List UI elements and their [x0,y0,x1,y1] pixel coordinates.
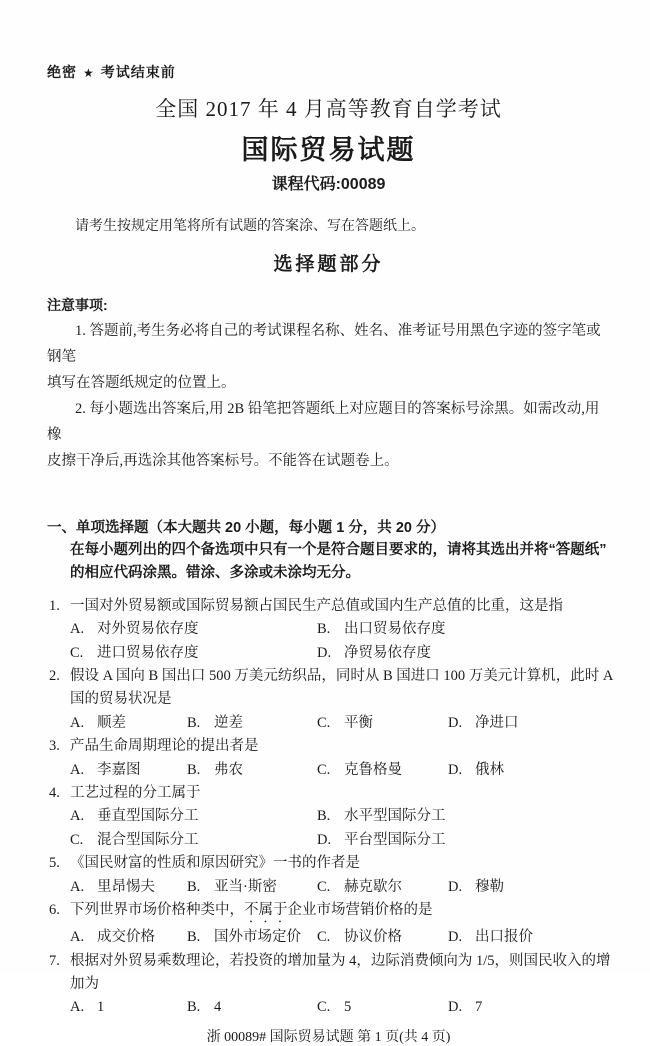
question-7-option-b [187,996,317,1019]
question-6-stem-pre: 下列世界市场价格种类中， [70,902,244,919]
question-4-options-row-2 [70,829,610,852]
option-label: B. [317,621,331,638]
option-label: B. [187,878,201,895]
question-1-option-b [317,618,610,641]
option-label: D. [317,831,332,848]
option-label: B. [317,808,331,825]
option-label: A. [70,878,85,895]
option-text: 里昂惕夫 [97,878,155,895]
course-code: 课程代码:00089 [271,176,386,193]
question-5-number: 5. [49,855,60,872]
option-text: 水平型国际分工 [344,808,446,825]
option-text: 对外贸易依存度 [97,621,199,638]
question-5-options [70,876,610,899]
question-4-options-row-1 [70,805,610,828]
notes-block [47,318,610,474]
option-text: 进口贸易依存度 [97,644,199,661]
option-text: 顺差 [97,714,126,731]
option-text: 成交价格 [97,929,155,946]
option-text: 弗农 [214,761,243,778]
question-6-option-b [187,926,317,949]
exam-title: 全国 2017 年 4 月高等教育自学考试 [155,97,502,121]
question-6-stem-post: 企业市场营销价格的是 [287,902,433,919]
option-text: 4 [214,999,222,1016]
question-5-stem: 《国民财富的性质和原因研究》一书的作者是 [70,855,360,872]
question-3 [47,735,610,782]
option-text: 垂直型国际分工 [97,808,199,825]
question-6-option-d [448,926,610,949]
option-label: C. [317,878,331,895]
option-label: A. [70,621,85,638]
option-label: A. [70,929,85,946]
option-label: D. [448,761,463,778]
question-1-options-row-2 [70,642,610,665]
question-1-stem: 一国对外贸易额或国际贸易额占国民生产总值或国内生产总值的比重，这是指 [70,597,563,614]
question-3-option-d [448,759,610,782]
option-text: 净贸易依存度 [344,644,431,661]
option-label: A. [70,761,85,778]
option-label: C. [70,831,84,848]
question-1 [47,595,610,665]
option-label: D. [448,714,463,731]
question-5-option-a [70,876,187,899]
question-7-stem-line-1: 根据对外贸易乘数理论，若投资的增加量为 4，边际消费倾向为 1/5，则国民收入的增 [70,952,611,969]
question-6-option-a [70,926,187,949]
question-5-option-b [187,876,317,899]
question-2-option-d [448,712,610,735]
option-label: B. [187,714,201,731]
question-2-option-b [187,712,317,735]
question-3-option-c [317,759,448,782]
question-7-number: 7. [49,952,60,969]
question-3-option-b [187,759,317,782]
question-7-stem-line-2: 加为 [70,975,99,992]
question-6-options [70,926,610,949]
note-1-line-1: 1. 答题前,考生务必将自己的考试课程名称、姓名、准考证号用黑色字迹的签字笔或钢笔 [47,323,601,365]
question-6-option-c [317,926,448,949]
question-1-option-a [70,618,317,641]
option-label: B. [187,999,201,1016]
option-text: 7 [475,999,483,1016]
general-instruction: 请考生按规定用笔将所有试题的答案涂、写在答题纸上。 [75,217,425,233]
option-label: D. [448,929,463,946]
option-text: 赫克歇尔 [344,878,402,895]
question-3-option-a [70,759,187,782]
option-label: D. [448,999,463,1016]
question-5-option-c [317,876,448,899]
classification-note: 考试结束前 [100,64,176,80]
option-text: 5 [344,999,352,1016]
option-text: 穆勒 [475,878,504,895]
question-3-stem: 产品生命周期理论的提出者是 [70,738,259,755]
question-2-options [70,712,610,735]
classification-level: 绝密 [47,64,77,80]
option-text: 逆差 [214,714,243,731]
question-7-options [70,996,610,1019]
option-label: C. [317,999,331,1016]
option-text: 李嘉图 [97,761,141,778]
question-4-option-c [70,829,317,852]
question-2-stem-line-1: 假设 A 国向 B 国出口 500 万美元纺织品，同时从 B 国进口 100 万美元计算机，此时 A [70,668,614,685]
question-2 [47,665,614,735]
subject-title: 国际贸易试题 [241,135,416,165]
question-2-option-c [317,712,448,735]
question-7 [47,950,610,1020]
question-2-option-a [70,712,187,735]
option-label: C. [317,714,331,731]
option-label: C. [317,929,331,946]
option-text: 俄林 [475,761,504,778]
question-1-option-c [70,642,317,665]
option-label: B. [187,929,201,946]
part-one-instruction [70,539,610,586]
question-6-stem [70,899,610,926]
question-4 [47,782,610,852]
note-1-line-2: 填写在答题纸规定的位置上。 [47,375,236,391]
question-3-options [70,759,610,782]
question-1-number: 1. [49,597,60,614]
option-text: 协议价格 [344,929,402,946]
question-3-number: 3. [49,738,60,755]
option-label: A. [70,808,85,825]
classification-banner [47,62,610,82]
notes-title: 注意事项: [47,297,108,313]
option-text: 国外市场定价 [214,929,301,946]
section-title: 选择题部分 [273,254,384,275]
question-4-option-d [317,829,610,852]
note-2-line-2: 皮擦干净后,再选涂其他答案标号。不能答在试题卷上。 [47,453,399,469]
option-text: 克鲁格曼 [344,761,402,778]
question-7-option-c [317,996,448,1019]
option-label: A. [70,999,85,1016]
question-1-option-d [317,642,610,665]
question-5 [47,852,610,899]
question-2-stem-line-2: 国的贸易状况是 [70,691,172,708]
part-instruction-line-2: 的相应代码涂黑。错涂、多涂或未涂均无分。 [70,565,360,582]
option-label: A. [70,714,85,731]
question-4-number: 4. [49,785,60,802]
star-icon: ★ [83,66,95,80]
option-label: D. [448,878,463,895]
option-text: 混合型国际分工 [97,831,199,848]
question-4-option-b [317,805,610,828]
question-1-options-row-1 [70,618,610,641]
question-4-stem: 工艺过程的分工属于 [70,785,201,802]
option-text: 出口报价 [475,929,533,946]
option-label: D. [317,644,332,661]
option-text: 平衡 [344,714,373,731]
page-footer: 浙 00089# 国际贸易试题 第 1 页(共 4 页) [206,1029,451,1045]
question-6-number: 6. [49,902,60,919]
option-text: 亚当·斯密 [214,878,277,895]
question-7-option-a [70,996,187,1019]
question-6-stem-emphasis: 不属于 [244,902,288,919]
option-label: C. [70,644,84,661]
part-one-heading: 一、单项选择题（本大题共 20 小题，每小题 1 分，共 20 分） [47,520,445,536]
question-6 [47,899,610,949]
option-label: B. [187,761,201,778]
part-instruction-line-1: 在每小题列出的四个备选项中只有一个是符合题目要求的，请将其选出并将“答题纸” [70,542,607,558]
option-text: 1 [97,999,105,1016]
question-7-option-d [448,996,610,1019]
option-label: C. [317,761,331,778]
option-text: 净进口 [475,714,519,731]
note-2-line-1: 2. 每小题选出答案后,用 2B 铅笔把答题纸上对应题目的答案标号涂黑。如需改动,用橡 [47,401,600,443]
question-list [47,595,614,1020]
question-2-number: 2. [49,668,60,685]
option-text: 出口贸易依存度 [344,621,446,638]
question-4-option-a [70,805,317,828]
option-text: 平台型国际分工 [344,831,446,848]
question-5-option-d [448,876,610,899]
